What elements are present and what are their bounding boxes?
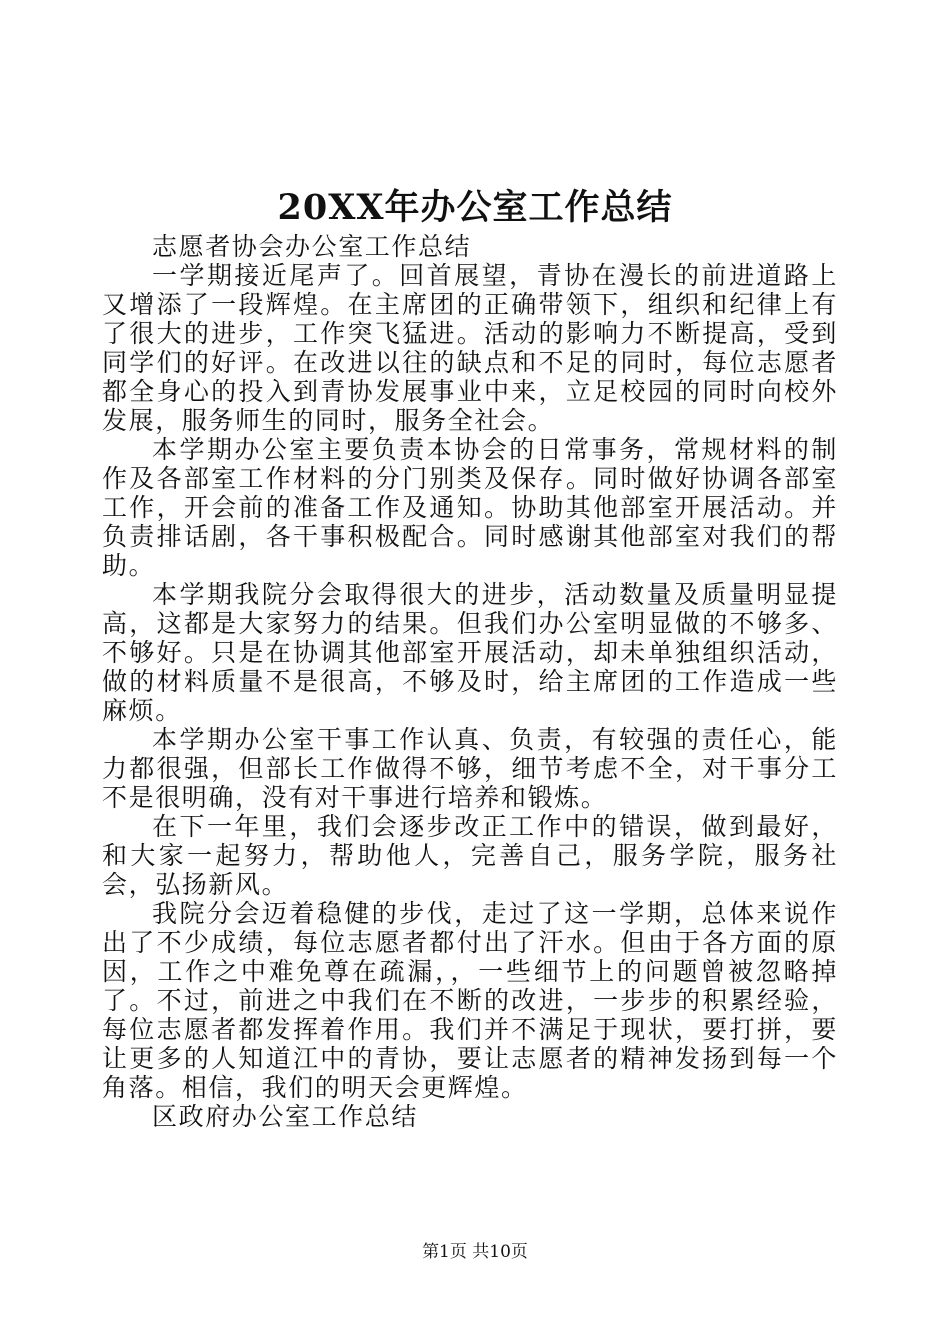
document-title: 20XX年办公室工作总结 — [277, 187, 673, 228]
body-paragraph: 本学期我院分会取得很大的进步，活动数量及质量明显提高，这都是大家努力的结果。但我们办公室明显做的不够多、不够好。只是在协调其他部室开展活动，却未单独组织活动，做的材料质量不是很高，不够及时，给主席团的工作造成一些麻烦。 — [102, 580, 838, 725]
page-footer — [0, 1240, 950, 1264]
body-paragraph: 本学期办公室主要负责本协会的日常事务，常规材料的制作及各部室工作材料的分门别类及保存。同时做好协调各部室工作，开会前的准备工作及通知。协助其他部室开展活动。并负责排话剧，各干事积极配合。同时感谢其他部室对我们的帮助。 — [102, 435, 838, 580]
document-body — [102, 232, 838, 1131]
body-paragraph: 本学期办公室干事工作认真、负责，有较强的责任心，能力都很强，但部长工作做得不够，细节考虑不全，对干事分工不是很明确，没有对干事进行培养和锻炼。 — [102, 725, 838, 812]
section-heading-paragraph: 区政府办公室工作总结 — [152, 1102, 419, 1131]
page-number-label: 第1页 共10页 — [422, 1242, 528, 1262]
subtitle-paragraph: 志愿者协会办公室工作总结 — [152, 232, 472, 261]
body-paragraph: 我院分会迈着稳健的步伐，走过了这一学期，总体来说作出了不少成绩，每位志愿者都付出了汗水。但由于各方面的原因，工作之中难免尊在疏漏，，一些细节上的问题曾被忽略掉了。不过，前进之中我们在不断的改进，一步步的积累经验，每位志愿者都发挥着作用。我们并不满足于现状，要打拼，要让更多的人知道江中的青协，要让志愿者的精神发扬到每一个角落。相信，我们的明天会更辉煌。 — [102, 899, 838, 1102]
body-paragraph: 在下一年里，我们会逐步改正工作中的错误，做到最好，和大家一起努力，帮助他人，完善自己，服务学院，服务社会，弘扬新风。 — [102, 812, 838, 899]
body-paragraph: 一学期接近尾声了。回首展望，青协在漫长的前进道路上又增添了一段辉煌。在主席团的正确带领下，组织和纪律上有了很大的进步，工作突飞猛进。活动的影响力不断提高，受到同学们的好评。在改进以往的缺点和不足的同时，每位志愿者都全身心的投入到青协发展事业中来，立足校园的同时向校外发展，服务师生的同时，服务全社会。 — [102, 261, 838, 435]
